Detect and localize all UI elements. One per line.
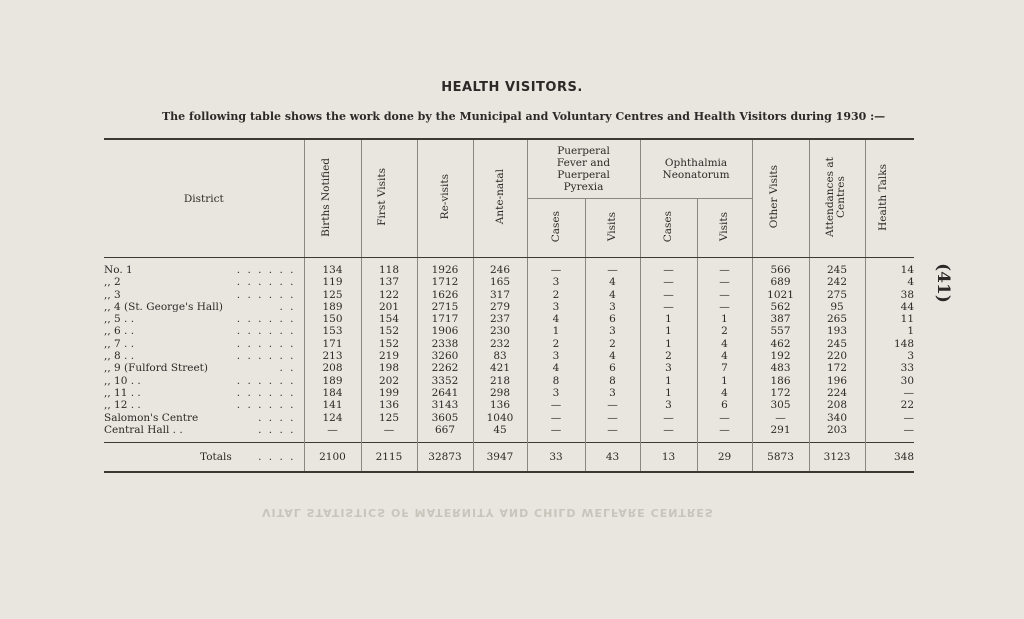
ophthalmia-cases-cell: — bbox=[640, 412, 697, 424]
antenatal-cell: 279 bbox=[473, 301, 527, 313]
attendances-cell: 95 bbox=[809, 301, 865, 313]
ophthalmia-cases-cell: 1 bbox=[640, 375, 697, 387]
first-visits-cell: 202 bbox=[361, 375, 417, 387]
puerperal-visits-cell: — bbox=[585, 264, 640, 276]
ophthalmia-cases-cell: 1 bbox=[640, 338, 697, 350]
first-visits-cell: 118 bbox=[361, 264, 417, 276]
attendances-cell: 203 bbox=[809, 424, 865, 436]
ophthalmia-cases-cell: 3 bbox=[640, 362, 697, 374]
district-cell: ,, 10 . . . . . . . . bbox=[104, 374, 296, 387]
page-title: HEALTH VISITORS. bbox=[441, 80, 583, 95]
totals-label: Totals . . . . bbox=[104, 443, 304, 473]
puerperal-cases-cell: 8 bbox=[527, 375, 585, 387]
health-talks-cell: — bbox=[865, 412, 914, 424]
ophthalmia-cases-cell: — bbox=[640, 424, 697, 436]
header-district: District bbox=[183, 192, 224, 205]
antenatal-cell: 1040 bbox=[473, 412, 527, 424]
district-cell: No. 1 . . . . . . bbox=[104, 264, 296, 276]
ophthalmia-cases-cell: — bbox=[640, 289, 697, 301]
first-visits-cell: 122 bbox=[361, 289, 417, 301]
attendances-cell: 193 bbox=[809, 325, 865, 337]
table-row bbox=[104, 362, 914, 374]
health-talks-cell: 11 bbox=[865, 313, 914, 325]
totals-puerperal-visits: 43 bbox=[585, 443, 640, 473]
totals-antenatal: 3947 bbox=[473, 443, 527, 473]
puerperal-cases-cell: 4 bbox=[527, 362, 585, 374]
puerperal-cases-cell: — bbox=[527, 264, 585, 276]
revisits-cell: 3352 bbox=[417, 375, 473, 387]
revisits-cell: 2641 bbox=[417, 387, 473, 399]
puerperal-visits-cell: — bbox=[585, 412, 640, 424]
puerperal-cases-cell: — bbox=[527, 424, 585, 436]
births-cell: 213 bbox=[304, 350, 361, 362]
puerperal-visits-cell: 6 bbox=[585, 362, 640, 374]
district-cell: ,, 7 . . . . . . . . bbox=[104, 337, 296, 350]
births-cell: 150 bbox=[304, 313, 361, 325]
health-talks-cell: — bbox=[865, 424, 914, 436]
births-cell: 125 bbox=[304, 289, 361, 301]
antenatal-cell: 237 bbox=[473, 313, 527, 325]
other-visits-cell: 1021 bbox=[752, 289, 809, 301]
district-cell: ,, 4 (St. George's Hall) . . bbox=[104, 300, 296, 313]
first-visits-cell: 154 bbox=[361, 313, 417, 325]
ophthalmia-visits-cell: 1 bbox=[697, 313, 752, 325]
header-puerperal-cases: Cases bbox=[527, 199, 585, 258]
attendances-cell: 242 bbox=[809, 276, 865, 288]
revisits-cell: 1626 bbox=[417, 289, 473, 301]
puerperal-cases-cell: 3 bbox=[527, 301, 585, 313]
antenatal-cell: 45 bbox=[473, 424, 527, 436]
births-cell: 184 bbox=[304, 387, 361, 399]
revisits-cell: 1717 bbox=[417, 313, 473, 325]
table-row bbox=[104, 276, 914, 288]
bleed-through-text: VITAL STATISTICS OF MATERNITY AND CHILD WELFARE CENTRES bbox=[262, 506, 714, 519]
revisits-cell: 1926 bbox=[417, 264, 473, 276]
puerperal-cases-cell: 1 bbox=[527, 325, 585, 337]
ophthalmia-visits-cell: — bbox=[697, 264, 752, 276]
ophthalmia-cases-cell: 1 bbox=[640, 387, 697, 399]
puerperal-visits-cell: 4 bbox=[585, 276, 640, 288]
antenatal-cell: 165 bbox=[473, 276, 527, 288]
puerperal-visits-cell: 4 bbox=[585, 350, 640, 362]
antenatal-cell: 136 bbox=[473, 399, 527, 411]
header-other-visits: Other Visits bbox=[752, 139, 809, 257]
births-cell: 208 bbox=[304, 362, 361, 374]
table-row bbox=[104, 399, 914, 411]
attendances-cell: 275 bbox=[809, 289, 865, 301]
header-health-talks: Health Talks bbox=[865, 139, 914, 257]
revisits-cell: 2338 bbox=[417, 338, 473, 350]
puerperal-visits-cell: — bbox=[585, 399, 640, 411]
puerperal-visits-cell: 2 bbox=[585, 338, 640, 350]
ophthalmia-cases-cell: 1 bbox=[640, 313, 697, 325]
revisits-cell: 2715 bbox=[417, 301, 473, 313]
header-births: Births Notified bbox=[304, 139, 361, 257]
table-row bbox=[104, 264, 914, 276]
puerperal-cases-cell: — bbox=[527, 399, 585, 411]
ophthalmia-visits-cell: 6 bbox=[697, 399, 752, 411]
revisits-cell: 1712 bbox=[417, 276, 473, 288]
header-puerperal: Puerperal Fever and Puerperal Pyrexia bbox=[527, 139, 640, 199]
health-talks-cell: 33 bbox=[865, 362, 914, 374]
births-cell: 171 bbox=[304, 338, 361, 350]
first-visits-cell: 136 bbox=[361, 399, 417, 411]
totals-births: 2100 bbox=[304, 443, 361, 473]
revisits-cell: 667 bbox=[417, 424, 473, 436]
puerperal-cases-cell: 2 bbox=[527, 338, 585, 350]
first-visits-cell: 219 bbox=[361, 350, 417, 362]
attendances-cell: 196 bbox=[809, 375, 865, 387]
births-cell: — bbox=[304, 424, 361, 436]
district-cell: ,, 12 . . . . . . . . bbox=[104, 399, 296, 412]
antenatal-cell: 246 bbox=[473, 264, 527, 276]
district-cell: ,, 8 . . . . . . . . bbox=[104, 350, 296, 363]
totals-row bbox=[104, 443, 914, 473]
attendances-cell: 172 bbox=[809, 362, 865, 374]
health-talks-cell: 22 bbox=[865, 399, 914, 411]
first-visits-cell: 152 bbox=[361, 338, 417, 350]
health-talks-cell: 148 bbox=[865, 338, 914, 350]
first-visits-cell: 199 bbox=[361, 387, 417, 399]
health-talks-cell: 14 bbox=[865, 264, 914, 276]
puerperal-visits-cell: 6 bbox=[585, 313, 640, 325]
ophthalmia-visits-cell: 2 bbox=[697, 325, 752, 337]
puerperal-cases-cell: 3 bbox=[527, 350, 585, 362]
other-visits-cell: 689 bbox=[752, 276, 809, 288]
births-cell: 134 bbox=[304, 264, 361, 276]
births-cell: 189 bbox=[304, 375, 361, 387]
table-row bbox=[104, 289, 914, 301]
puerperal-visits-cell: 4 bbox=[585, 289, 640, 301]
ophthalmia-visits-cell: 1 bbox=[697, 375, 752, 387]
other-visits-cell: — bbox=[752, 412, 809, 424]
district-cell: ,, 11 . . . . . . . . bbox=[104, 386, 296, 399]
health-visitors-table bbox=[104, 138, 914, 473]
district-cell: ,, 2 . . . . . . bbox=[104, 276, 296, 289]
ophthalmia-visits-cell: — bbox=[697, 412, 752, 424]
header-ophthalmia: Ophthalmia Neonatorum bbox=[640, 139, 752, 199]
first-visits-cell: 198 bbox=[361, 362, 417, 374]
puerperal-visits-cell: 3 bbox=[585, 325, 640, 337]
other-visits-cell: 387 bbox=[752, 313, 809, 325]
ophthalmia-cases-cell: — bbox=[640, 276, 697, 288]
puerperal-cases-cell: 4 bbox=[527, 313, 585, 325]
page-number: (41) bbox=[933, 263, 953, 303]
ophthalmia-visits-cell: — bbox=[697, 424, 752, 436]
births-cell: 119 bbox=[304, 276, 361, 288]
first-visits-cell: — bbox=[361, 424, 417, 436]
district-cell: ,, 9 (Fulford Street) . . bbox=[104, 362, 296, 375]
puerperal-visits-cell: 3 bbox=[585, 387, 640, 399]
table-row bbox=[104, 412, 914, 424]
totals-puerperal-cases: 33 bbox=[527, 443, 585, 473]
births-cell: 153 bbox=[304, 325, 361, 337]
other-visits-cell: 192 bbox=[752, 350, 809, 362]
intro-text: The following table shows the work done by the Municipal and Voluntary Centres and Health Visitors during 1930 :— bbox=[162, 110, 886, 123]
ophthalmia-cases-cell: 1 bbox=[640, 325, 697, 337]
table-row bbox=[104, 375, 914, 387]
district-cell: ,, 3 . . . . . . bbox=[104, 288, 296, 301]
other-visits-cell: 483 bbox=[752, 362, 809, 374]
antenatal-cell: 232 bbox=[473, 338, 527, 350]
ophthalmia-visits-cell: — bbox=[697, 301, 752, 313]
antenatal-cell: 298 bbox=[473, 387, 527, 399]
header-ophthalmia-visits: Visits bbox=[697, 199, 752, 258]
attendances-cell: 340 bbox=[809, 412, 865, 424]
ophthalmia-visits-cell: — bbox=[697, 289, 752, 301]
puerperal-cases-cell: 2 bbox=[527, 289, 585, 301]
antenatal-cell: 218 bbox=[473, 375, 527, 387]
health-talks-cell: 44 bbox=[865, 301, 914, 313]
revisits-cell: 3143 bbox=[417, 399, 473, 411]
ophthalmia-visits-cell: 4 bbox=[697, 387, 752, 399]
revisits-cell: 1906 bbox=[417, 325, 473, 337]
puerperal-cases-cell: — bbox=[527, 412, 585, 424]
header-first-visits: First Visits bbox=[361, 139, 417, 257]
health-talks-cell: 3 bbox=[865, 350, 914, 362]
attendances-cell: 208 bbox=[809, 399, 865, 411]
district-cell: ,, 5 . . . . . . . . bbox=[104, 313, 296, 326]
header-antenatal: Ante-natal bbox=[473, 139, 527, 257]
first-visits-cell: 137 bbox=[361, 276, 417, 288]
health-talks-cell: 1 bbox=[865, 325, 914, 337]
puerperal-cases-cell: 3 bbox=[527, 387, 585, 399]
header-attendances: Attendances at Centres bbox=[809, 139, 865, 257]
puerperal-visits-cell: 3 bbox=[585, 301, 640, 313]
health-talks-cell: 4 bbox=[865, 276, 914, 288]
revisits-cell: 3260 bbox=[417, 350, 473, 362]
other-visits-cell: 291 bbox=[752, 424, 809, 436]
other-visits-cell: 562 bbox=[752, 301, 809, 313]
puerperal-cases-cell: 3 bbox=[527, 276, 585, 288]
other-visits-cell: 566 bbox=[752, 264, 809, 276]
ophthalmia-visits-cell: — bbox=[697, 276, 752, 288]
totals-ophthalmia-cases: 13 bbox=[640, 443, 697, 473]
other-visits-cell: 172 bbox=[752, 387, 809, 399]
table-row bbox=[104, 325, 914, 337]
table-row bbox=[104, 350, 914, 362]
totals-attendances: 3123 bbox=[809, 443, 865, 473]
ophthalmia-cases-cell: — bbox=[640, 301, 697, 313]
other-visits-cell: 305 bbox=[752, 399, 809, 411]
header-revisits: Re-visits bbox=[417, 139, 473, 257]
table-row bbox=[104, 338, 914, 350]
table-row bbox=[104, 313, 914, 325]
health-talks-cell: 38 bbox=[865, 289, 914, 301]
totals-first: 2115 bbox=[361, 443, 417, 473]
table-row bbox=[104, 424, 914, 436]
health-talks-cell: — bbox=[865, 387, 914, 399]
table-row bbox=[104, 301, 914, 313]
attendances-cell: 224 bbox=[809, 387, 865, 399]
puerperal-visits-cell: — bbox=[585, 424, 640, 436]
other-visits-cell: 462 bbox=[752, 338, 809, 350]
other-visits-cell: 557 bbox=[752, 325, 809, 337]
first-visits-cell: 201 bbox=[361, 301, 417, 313]
births-cell: 189 bbox=[304, 301, 361, 313]
district-cell: Central Hall . . . . . . bbox=[104, 423, 296, 436]
antenatal-cell: 317 bbox=[473, 289, 527, 301]
revisits-cell: 2262 bbox=[417, 362, 473, 374]
attendances-cell: 245 bbox=[809, 338, 865, 350]
attendances-cell: 265 bbox=[809, 313, 865, 325]
antenatal-cell: 83 bbox=[473, 350, 527, 362]
births-cell: 141 bbox=[304, 399, 361, 411]
totals-ophthalmia-visits: 29 bbox=[697, 443, 752, 473]
revisits-cell: 3605 bbox=[417, 412, 473, 424]
table-row bbox=[104, 387, 914, 399]
other-visits-cell: 186 bbox=[752, 375, 809, 387]
antenatal-cell: 421 bbox=[473, 362, 527, 374]
district-cell: ,, 6 . . . . . . . . bbox=[104, 325, 296, 338]
attendances-cell: 220 bbox=[809, 350, 865, 362]
ophthalmia-visits-cell: 4 bbox=[697, 350, 752, 362]
births-cell: 124 bbox=[304, 412, 361, 424]
ophthalmia-visits-cell: 7 bbox=[697, 362, 752, 374]
antenatal-cell: 230 bbox=[473, 325, 527, 337]
header-ophthalmia-cases: Cases bbox=[640, 199, 697, 258]
district-cell: Salomon's Centre . . . . bbox=[104, 411, 296, 424]
ophthalmia-cases-cell: — bbox=[640, 264, 697, 276]
puerperal-visits-cell: 8 bbox=[585, 375, 640, 387]
attendances-cell: 245 bbox=[809, 264, 865, 276]
ophthalmia-visits-cell: 4 bbox=[697, 338, 752, 350]
first-visits-cell: 125 bbox=[361, 412, 417, 424]
ophthalmia-cases-cell: 2 bbox=[640, 350, 697, 362]
first-visits-cell: 152 bbox=[361, 325, 417, 337]
totals-talks: 348 bbox=[865, 443, 914, 473]
health-talks-cell: 30 bbox=[865, 375, 914, 387]
totals-other: 5873 bbox=[752, 443, 809, 473]
totals-revisits: 32873 bbox=[417, 443, 473, 473]
ophthalmia-cases-cell: 3 bbox=[640, 399, 697, 411]
header-puerperal-visits: Visits bbox=[585, 199, 640, 258]
